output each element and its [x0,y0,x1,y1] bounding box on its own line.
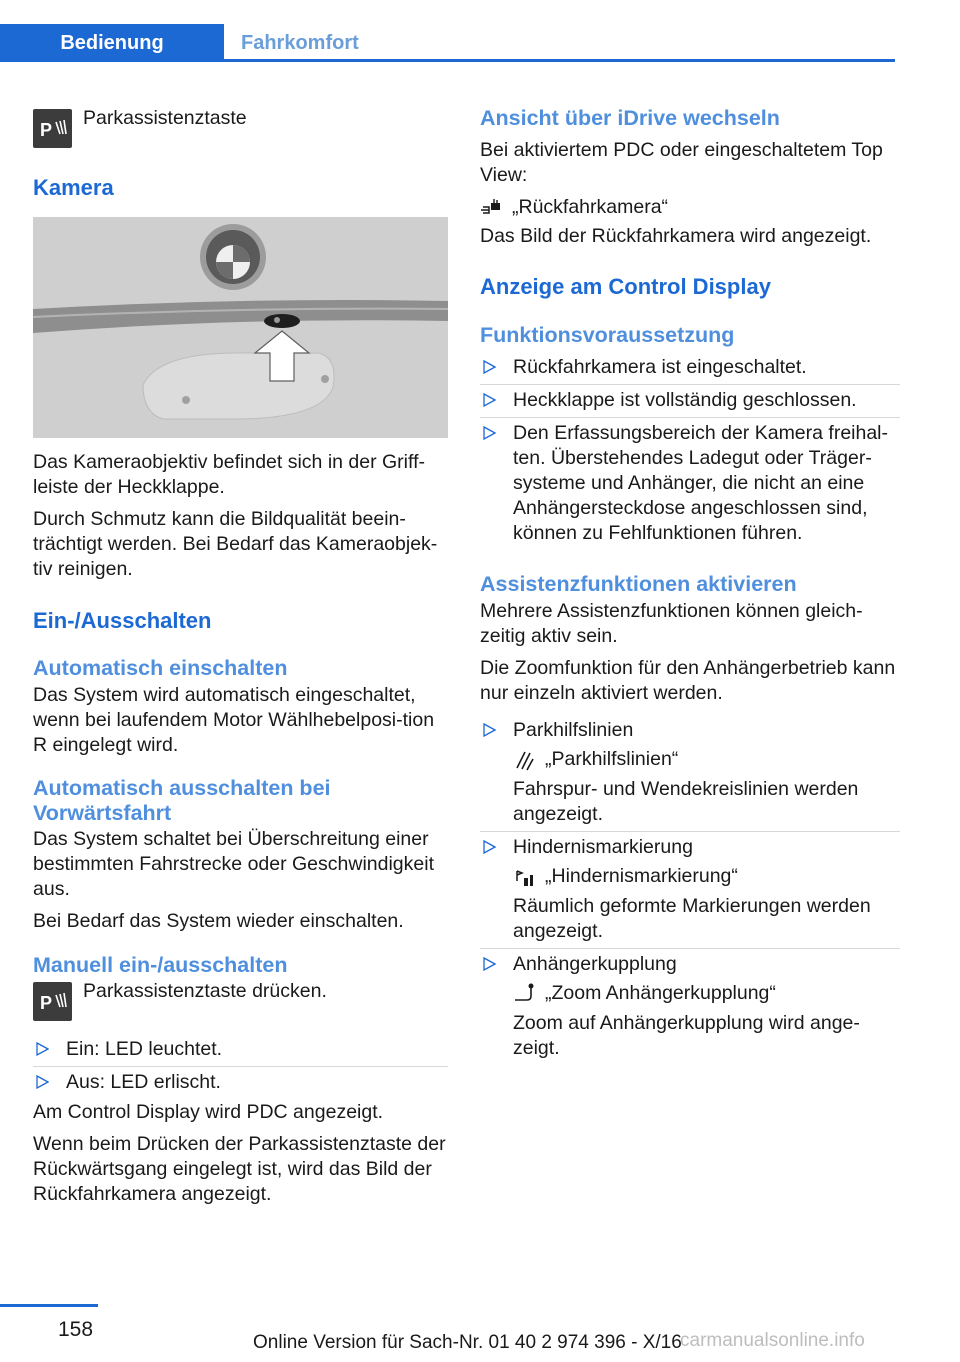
park-assist-press-row [33,982,448,1021]
park-assist-press-label: Parkassistenztaste drücken. [83,980,327,1002]
menu-parkhilfslinien-label: „Parkhilfslinien“ [545,748,679,770]
paragraph-reverse-gear: Wenn beim Drücken der Parkassistenztaste der Rückwärtsgang eingelegt ist, wird das Bild der Rückfahrkamera angezeigt. [33,1133,446,1205]
trailer-hitch-icon [513,982,535,1006]
paragraph-pdc-topview: Bei aktiviertem PDC oder eingeschaltetem Top View: [480,139,883,186]
triangle-bullet-icon [482,723,496,737]
paragraph-reenable: Bei Bedarf das System wieder einschalten. [33,910,404,932]
function-title: Hindernismarkierung [513,836,693,858]
list-item [33,1034,448,1067]
assist-functions-list [480,715,900,1065]
list-item [33,1067,448,1099]
list-item [480,832,900,949]
triangle-bullet-icon [482,360,496,374]
function-title: Parkhilfslinien [513,719,634,741]
heading-funktionsvoraussetzung: Funktionsvoraussetzung [480,323,735,347]
triangle-bullet-icon [35,1042,49,1056]
parking-lines-icon [513,748,535,772]
paragraph-camera-image: Das Bild der Rückfahrkamera wird angezeigt. [480,225,872,247]
menu-rueckfahrkamera-label: „Rückfahrkamera“ [512,195,669,218]
heading-automatisch-einschalten: Automatisch einschalten [33,656,288,680]
heading-ansicht-idrive: Ansicht über iDrive wechseln [480,106,780,130]
list-item-text: Heckklappe ist vollständig geschlossen. [513,389,857,411]
heading-manuell: Manuell ein-/ausschalten [33,953,288,977]
tab-fahrkomfort[interactable]: Fahrkomfort [241,31,359,54]
watermark: carmanualsonline.info [680,1330,865,1351]
list-item-text: Den Erfassungsbereich der Kamera freihal-ten. Überstehendes Ladegut oder Träger-systeme und Anhänger, die nicht an eine Anhängersteckdose angeschlossen sind, können zu Fehlfunktionen führen. [513,422,889,544]
led-state-list [33,1034,448,1099]
paragraph-pdc-shown: Am Control Display wird PDC angezeigt. [33,1101,384,1123]
menu-zoom-anhaengerkupplung-label: „Zoom Anhängerkupplung“ [545,982,776,1004]
function-description: Räumlich geformte Markierungen werden angezeigt. [513,895,871,942]
tab-bedienung[interactable]: Bedienung [0,24,224,62]
left-column [33,100,448,1214]
menu-hindernismarkierung-label: „Hindernismarkierung“ [545,865,738,887]
paragraph-auto-on: Das System wird automatisch eingeschaltet, wenn bei laufendem Motor Wählhebelposi-tion R eingelegt wird. [33,684,435,756]
camera-location-photo [33,217,448,438]
triangle-bullet-icon [35,1075,49,1089]
function-title: Anhängerkupplung [513,953,677,975]
paragraph-camera-cleaning: Durch Schmutz kann die Bildqualität beein-trächtigt werden. Bei Bedarf das Kameraobjek-tiv reinigen. [33,508,438,580]
obstacle-marking-icon [513,865,535,889]
heading-automatisch-ausschalten: Automatisch ausschalten bei Vorwärtsfahrt [33,776,331,825]
rear-camera-icon [480,195,502,219]
heading-ein-ausschalten: Ein-/Ausschalten [33,608,212,633]
list-item-text: Rückfahrkamera ist eingeschaltet. [513,356,807,378]
paragraph-multiple-functions: Mehrere Assistenzfunktionen können gleich-zeitig aktiv sein. [480,600,863,647]
park-assist-key-label: Parkassistenztaste [83,107,247,129]
triangle-bullet-icon [482,840,496,854]
online-version-note: Online Version für Sach-Nr. 01 40 2 974 396 - X/16 [253,1332,682,1353]
heading-anzeige-control-display: Anzeige am Control Display [480,274,771,299]
list-item [480,949,900,1065]
triangle-bullet-icon [482,957,496,971]
list-item-text: Ein: LED leuchtet. [66,1038,223,1060]
park-assist-key-row [33,109,448,148]
function-description: Fahrspur- und Wendekreislinien werden angezeigt. [513,778,859,825]
heading-assistenzfunktionen: Assistenzfunktionen aktivieren [480,572,797,596]
triangle-bullet-icon [482,393,496,407]
list-item [480,715,900,832]
list-item [480,385,900,418]
triangle-bullet-icon [482,426,496,440]
page-number: 158 [58,1318,94,1341]
menu-rueckfahrkamera[interactable] [480,195,900,219]
function-description: Zoom auf Anhängerkupplung wird ange-zeigt. [513,1012,860,1059]
paragraph-zoom-single: Die Zoomfunktion für den Anhängerbetrieb kann nur einzeln aktiviert werden. [480,657,896,704]
menu-hindernismarkierung[interactable] [513,864,900,889]
list-item-text: Aus: LED erlischt. [66,1071,221,1093]
menu-parkhilfslinien[interactable] [513,747,900,772]
menu-zoom-anhaengerkupplung[interactable] [513,981,900,1006]
park-assist-key-icon [33,982,72,1021]
paragraph-auto-off: Das System schaltet bei Überschreitung einer bestimmten Fahrstrecke oder Geschwindigkeit aus. [33,828,434,900]
right-column [480,100,900,1065]
list-item [480,418,900,550]
heading-kamera: Kamera [33,175,114,200]
section-tabbar [0,24,895,62]
svg-text:P: P [40,993,53,1013]
requirements-list [480,352,900,550]
footer-accent-line [0,1304,98,1307]
park-assist-key-icon [33,109,72,148]
svg-text:P: P [40,120,53,140]
list-item [480,352,900,385]
paragraph-camera-location: Das Kameraobjektiv befindet sich in der Griff-leiste der Heckklappe. [33,451,425,498]
